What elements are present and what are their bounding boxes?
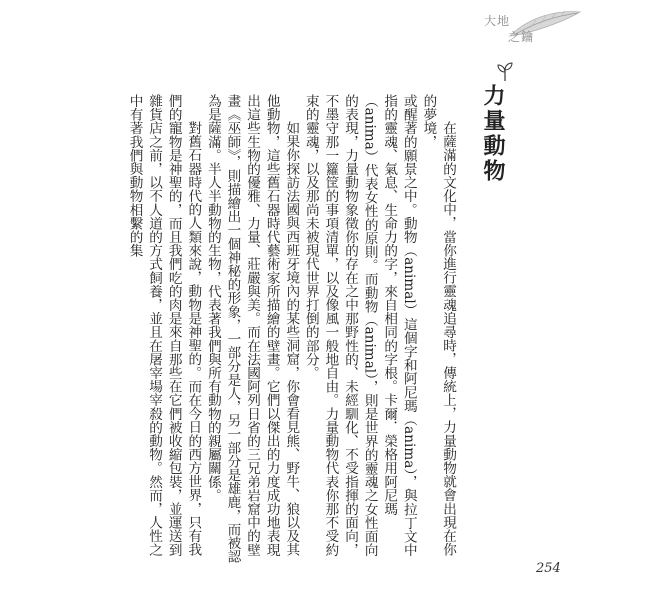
header-logo	[470, 6, 582, 50]
body-text	[124, 94, 457, 564]
paragraph-3: 對舊石器時代的人類來說，動物是神聖的。而在今日的西方世界，只有我們的寵物是神聖的，而且我們吃的肉是來自那些在它們被收縮包裝，並運送到雜貨店之前，以不人道的方式飼養，並且在屠宰場宰殺的動物。然而，人性之中有著我們與動物相繫的集	[126, 94, 202, 557]
paragraph-1-continued: 或醒著的願景之中。動物（animal）這個字和阿尼瑪（anima），與拉丁文中指的靈魂、氣息、生命力的字，來自相同的字根。卡爾．榮格用阿尼瑪（anima）代表女性的原則。而動物（animal），則是世界的靈魂之女性面向的表現，力量動物象徵你的存在之中那野性的、未經馴化、不受指揮的面向，不墨守那一籮筐的事項清單，以及像風一般地自由。力量動物代表你那不受約束的靈魂，以及那尚未被現代世界打倒的部分。	[302, 94, 417, 557]
sprout-icon	[494, 60, 516, 82]
logo-sub-text: 之鑰	[508, 30, 535, 44]
logo-main-text: 大地	[484, 14, 511, 28]
paragraph-1: 在薩滿的文化中，當你進行靈魂追尋時，傳統上，力量動物就會出現在你的夢境，	[420, 94, 456, 557]
paragraph-2: 如果你探訪法國與西班牙境內的某些洞窟，你會看見熊、野牛、狼以及其他動物，這些舊石器時代藝術家所描繪的壁畫。它們以傑出的力度成功地表現出這些生物的優雅、力量、莊嚴與美。而在法國阿列日省的三兄弟岩窟中的壁畫《巫師》，則描繪出一個神秘的形象，一部分是人，另一部分是雄鹿，而被認為是薩滿。半人半動物的生物，代表著我們與所有動物的親屬關係。	[204, 94, 300, 564]
chapter-title: 力量動物	[480, 84, 505, 184]
page-number: 254	[536, 561, 561, 576]
